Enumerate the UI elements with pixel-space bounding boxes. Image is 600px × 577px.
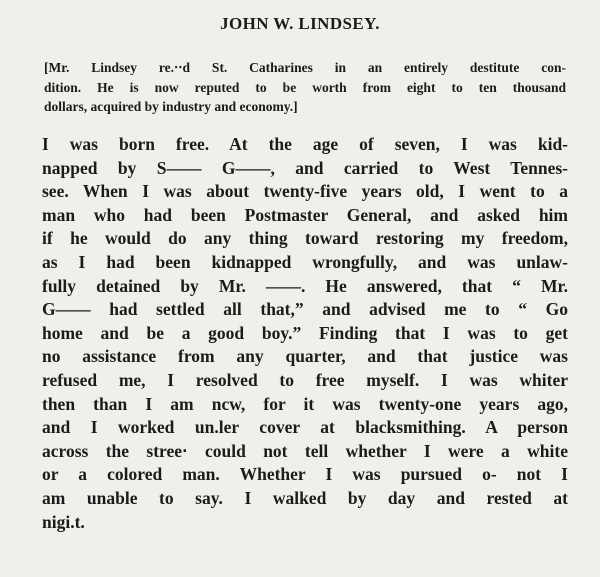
paragraph-line: and I worked un.ler cover at blacksmithing. A person bbox=[42, 417, 568, 438]
paragraph-line: napped by S—— G——, and carried to West Tennes- bbox=[42, 157, 568, 178]
paragraph-line: nigi.t. bbox=[42, 511, 85, 532]
paragraph-line: then than I am ncw, for it was twenty-one years ago, bbox=[42, 393, 568, 414]
editorial-note-line: dollars, acquired by industry and economy.] bbox=[44, 99, 298, 114]
paragraph-line: G—— had settled all that,” and advised me to “ Go bbox=[42, 299, 568, 320]
paragraph-line: fully detained by Mr. ——. He answered, that “ Mr. bbox=[42, 275, 568, 296]
paragraph-line: I was born free. At the age of seven, I was kid- bbox=[42, 134, 568, 154]
bleed-through-text bbox=[60, 2, 560, 12]
editorial-note-line: [Mr. Lindsey re.‧‧d St. Catharines in an entirely destitute con- bbox=[44, 60, 566, 75]
paragraph-line: am unable to say. I walked by day and rested at bbox=[42, 487, 568, 508]
page-title: JOHN W. LINDSEY. bbox=[220, 14, 380, 33]
paragraph-line: refused me, I resolved to free myself. I was whiter bbox=[42, 369, 568, 390]
paragraph-line: home and be a good boy.” Finding that I was to get bbox=[42, 322, 568, 343]
editorial-note-line: dition. He is now reputed to be worth from eight to ten thousand bbox=[44, 79, 566, 95]
editorial-note bbox=[44, 58, 566, 117]
narrative-paragraph bbox=[42, 133, 568, 534]
paragraph-line: no assistance from any quarter, and that justice was bbox=[42, 346, 568, 367]
paragraph-line: across the stree‧ could not tell whether I were a white bbox=[42, 440, 568, 461]
paragraph-line: if he would do any thing toward restoring my freedom, bbox=[42, 228, 568, 249]
paragraph-line: man who had been Postmaster General, and asked him bbox=[42, 204, 568, 225]
paragraph-line: see. When I was about twenty-five years old, I went to a bbox=[42, 181, 568, 202]
paragraph-line: as I had been kidnapped wrongfully, and was unlaw- bbox=[42, 251, 568, 272]
paragraph-line: or a colored man. Whether I was pursued o‑ not I bbox=[42, 464, 568, 485]
